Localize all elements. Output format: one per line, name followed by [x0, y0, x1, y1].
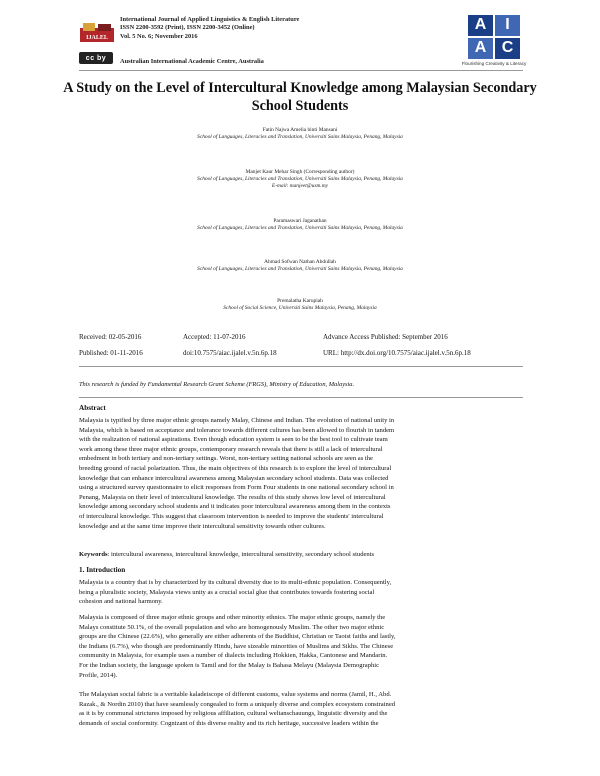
- intro-paragraph: [79, 578, 523, 607]
- abstract-heading: Abstract: [79, 404, 106, 412]
- intro-line: Razak., & Nordin 2010) that have seamlessly congealed to form a uniquely diverse and complex ecosystem constrained: [79, 700, 396, 708]
- author-name: Ahmad Sofwan Nathan Abdullah: [264, 259, 336, 265]
- abstract-line: knowledge among secondary school students and it indicates poor intercultural awareness among them in the contexts: [79, 503, 391, 511]
- journal-issn: ISSN 2200-3592 (Print), ISSN 2200-3452 (Online): [120, 24, 255, 32]
- intro-line: groups are the Chinese (22.6%), who generally are either adherents of the Buddhist, Christian or Taoist faiths and lastly,: [79, 633, 396, 641]
- aiac-letter: A: [468, 38, 493, 59]
- author-email: E-mail: manjeet@usm.my: [271, 183, 329, 190]
- author-affiliation: School of Languages, Literacies and Translation, Universiti Sains Malaysia, Penang, Malaysia: [197, 266, 403, 273]
- author-block: [60, 169, 540, 191]
- intro-line: The Malaysian social fabric is a veritable kaladeiscope of different customs, value systems and norms (Jamil, H., Abd.: [79, 691, 392, 698]
- abstract-line: knowledge that can enhance intercultural awareness among Malaysian secondary school students. Data was collected: [79, 474, 389, 482]
- article-url[interactable]: URL: http://dx.doi.org/10.7575/aiac.ijalel.v.5n.6p.18: [323, 349, 471, 357]
- intro-line: Malays constitute 50.1%, of the overall population and who are homogenously Muslim. The other two major ethnic: [79, 623, 385, 631]
- intro-line: demands of social conformity. Cognizant of this diverse reality and its rich heritage, successive leaders within the: [79, 719, 379, 727]
- abstract-line: using a structured survey questionnaire to elicit responses from Form Four students in one national secondary school in: [79, 484, 394, 492]
- svg-text:IJALEL: IJALEL: [86, 35, 108, 41]
- author-block: [60, 127, 540, 141]
- header-divider: [79, 70, 523, 71]
- intro-line: Malaysia is composed of three major ethnic groups and other minority ethnics. The major ethnic groups, namely the: [79, 614, 386, 621]
- aiac-logo: [468, 15, 520, 59]
- intro-paragraph: [79, 690, 523, 728]
- author-name: Manjet Kaur Mehar Singh (Corresponding author): [245, 169, 355, 175]
- abstract-line: work among these three major ethnic groups, contemporary research reveals that there is still a lack of intercultural: [79, 445, 383, 453]
- intro-heading: 1. Introduction: [79, 566, 126, 574]
- intro-line: being a pluralistic society, Malaysia views unity as a crucial social glue that contributes towards fostering social: [79, 588, 375, 596]
- cc-by-license-badge: cc by: [79, 52, 113, 64]
- abstract-line: embedment in both tertiary and non-tertiary settings. Worst, non-tertiary setting national schools are seen as the: [79, 455, 373, 463]
- author-block: [60, 298, 540, 312]
- paper-title: A Study on the Level of Intercultural Knowledge among Malaysian Secondary School Students: [63, 80, 537, 114]
- journal-header: [120, 16, 299, 41]
- author-block: [60, 259, 540, 273]
- advance-access-date: Advance Access Published: September 2016: [323, 333, 448, 341]
- author-name: Paramaswari Jaganathan: [273, 218, 327, 224]
- journal-name: International Journal of Applied Linguistics & English Literature: [120, 16, 300, 23]
- author-block: [60, 218, 540, 232]
- keywords-label: Keywords: [79, 551, 108, 558]
- accepted-date: Accepted: 11-07-2016: [183, 333, 246, 341]
- intro-line: cohesion and national harmony.: [79, 598, 163, 606]
- divider: [79, 366, 523, 367]
- intro-line: Malaysia is a country that is by characterized by its cultural diversity due to its multi-ethnic population. Consequently,: [79, 579, 392, 586]
- doi[interactable]: doi:10.7575/aiac.ijalel.v.5n.6p.18: [183, 349, 277, 357]
- aiac-letter: I: [495, 15, 520, 36]
- abstract-line: breeding ground of racial polarization. Thus, the main objectives of this research is to explore the level of intercultural: [79, 464, 392, 472]
- journal-volume: Vol. 5 No. 6; November 2016: [120, 32, 198, 40]
- divider: [79, 397, 523, 398]
- abstract-line: Malaysia is typified by three major ethnic groups namely Malay, Chinese and Indian. The evolution of national unity in: [79, 417, 395, 424]
- abstract-line: with the realization of national aspirations. Even though education system is seen to be the best tool to cultivate team: [79, 436, 388, 444]
- aiac-letter: A: [468, 15, 493, 36]
- intro-line: as it is by communal strictures imposed by religious affiliation, cultural weltanschauungs, linguistic diversity and the: [79, 710, 388, 718]
- abstract-line: Penang, Malaysia on their level of intercultural knowledge. The results of this study shows low level of intercultural: [79, 493, 386, 501]
- author-name: Premalatha Karupiah: [277, 298, 323, 304]
- received-date: Received: 02-05-2016: [79, 333, 142, 341]
- author-affiliation: School of Languages, Literacies and Translation, Universiti Sains Malaysia, Penang, Malaysia: [197, 134, 403, 141]
- author-affiliation: School of Languages, Literacies and Translation, Universiti Sains Malaysia, Penang, Malaysia: [197, 225, 403, 232]
- aiac-tagline: Flourishing Creativity & Literacy: [461, 61, 527, 66]
- abstract-text: [79, 416, 523, 531]
- author-affiliation: School of Languages, Literacies and Translation, Universiti Sains Malaysia, Penang, Malaysia: [197, 176, 403, 183]
- funding-note: This research is funded by Fundamental Research Grant Scheme (FRGS), Ministry of Education, Malaysia.: [79, 381, 355, 388]
- intro-line: community in Malaysia, for example uses a number of dialects including Hokkien, Hakka, Cantonese and Mandarin.: [79, 652, 388, 660]
- intro-paragraph: [79, 613, 523, 680]
- aiac-letter: C: [495, 38, 520, 59]
- published-date: Published: 01-11-2016: [79, 349, 143, 357]
- keywords: [79, 551, 523, 558]
- abstract-line: of intercultural knowledge. This suggest that classroom intervention is needed to improve the students' intercultural: [79, 512, 384, 520]
- author-name: Fatin Najwa Amelia binti Mansani: [262, 127, 338, 133]
- author-affiliation: School of Social Science, Universiti Sains Malaysia, Penang, Malaysia: [223, 305, 377, 312]
- intro-line: Profile, 2014).: [79, 671, 118, 679]
- intro-line: For the Indian society, the language spoken is Tamil and for the Malay is Bahasa Melayu (Malaysia Demographic: [79, 661, 380, 669]
- intro-line: the Indians (6.7%), who though are predominantly Hindu, have sizeable minorities of Muslims and Sikhs. The Chinese: [79, 642, 394, 650]
- abstract-line: Malaysia, which is based on acceptance and tolerance towards different cultures has been allowed to flourish in tandem: [79, 426, 395, 434]
- publisher-name: Australian International Academic Centre, Australia: [120, 58, 264, 65]
- keywords-list: : intercultural awareness, intercultural knowledge, intercultural sensitivity, secondary school students: [107, 551, 375, 558]
- abstract-line: knowledge and at the same time improve their intercultural sensitivity towards other cultures.: [79, 522, 326, 530]
- journal-logo: [79, 22, 115, 44]
